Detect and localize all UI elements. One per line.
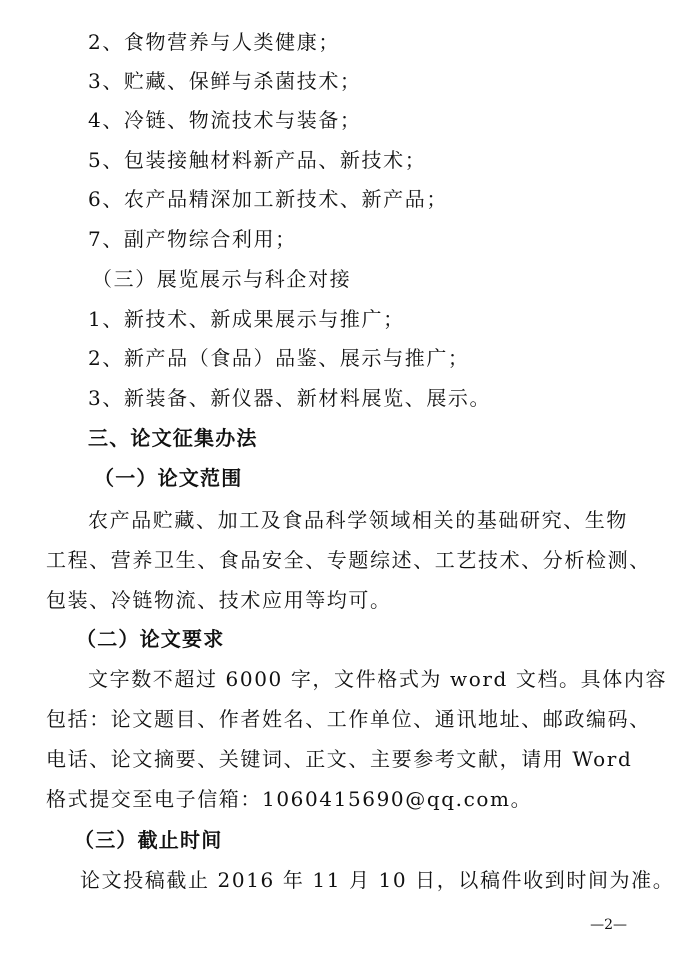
paragraph-deadline: 论文投稿截止 2016 年 11 月 10 日，以稿件收到时间为准。 bbox=[80, 868, 675, 892]
page-number: —2— bbox=[590, 917, 627, 933]
subsection-heading-scope: （一）论文范围 bbox=[94, 466, 243, 490]
list-item-byproducts: 7、副产物综合利用； bbox=[88, 227, 297, 251]
paragraph-scope-line-1: 农产品贮藏、加工及食品科学领域相关的基础研究、生物 bbox=[88, 508, 628, 532]
list-item-new-product-tasting: 2、新产品（食品）品鉴、展示与推广； bbox=[88, 346, 470, 370]
list-item-new-equipment: 3、新装备、新仪器、新材料展览、展示。 bbox=[88, 386, 492, 410]
list-item-food-nutrition: 2、食物营养与人类健康； bbox=[88, 30, 340, 54]
paragraph-scope-line-3: 包装、冷链物流、技术应用等均可。 bbox=[46, 588, 392, 612]
list-item-new-tech-display: 1、新技术、新成果展示与推广； bbox=[88, 307, 405, 331]
list-item-cold-chain: 4、冷链、物流技术与装备； bbox=[88, 108, 362, 132]
subsection-heading-requirements: （二）论文要求 bbox=[76, 627, 225, 651]
subsection-heading-exhibition: （三）展览展示与科企对接 bbox=[92, 267, 352, 291]
list-item-storage-preservation: 3、贮藏、保鲜与杀菌技术； bbox=[88, 69, 362, 93]
list-item-deep-processing: 6、农产品精深加工新技术、新产品； bbox=[88, 187, 448, 211]
paragraph-scope-line-2: 工程、营养卫生、食品安全、专题综述、工艺技术、分析检测、 bbox=[46, 548, 651, 572]
section-heading-paper-collection: 三、论文征集办法 bbox=[88, 426, 258, 450]
paragraph-requirements-line-2: 包括：论文题目、作者姓名、工作单位、通讯地址、邮政编码、 bbox=[46, 707, 651, 731]
list-item-packaging: 5、包装接触材料新产品、新技术； bbox=[88, 148, 427, 172]
paragraph-requirements-line-4: 格式提交至电子信箱：1060415690@qq.com。 bbox=[46, 787, 533, 811]
paragraph-requirements-line-1: 文字数不超过 6000 字，文件格式为 word 文档。具体内容 bbox=[88, 667, 668, 691]
subsection-heading-deadline: （三）截止时间 bbox=[74, 828, 223, 852]
paragraph-requirements-line-3: 电话、论文摘要、关键词、正文、主要参考文献，请用 Word bbox=[46, 747, 633, 771]
